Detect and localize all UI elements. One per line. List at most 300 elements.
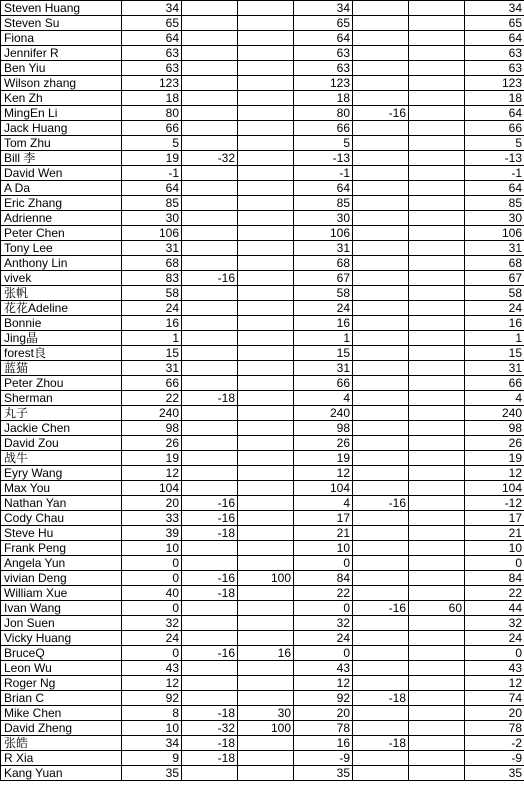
value-cell[interactable]: 0 (122, 556, 182, 571)
value-cell[interactable]: 24 (465, 301, 524, 316)
value-cell[interactable] (238, 166, 294, 181)
value-cell[interactable] (409, 661, 465, 676)
value-cell[interactable]: 63 (294, 46, 353, 61)
value-cell[interactable] (409, 751, 465, 766)
value-cell[interactable]: 18 (122, 91, 182, 106)
value-cell[interactable] (409, 1, 465, 16)
value-cell[interactable]: 67 (465, 271, 524, 286)
value-cell[interactable] (409, 451, 465, 466)
name-cell[interactable]: 战牛 (1, 451, 122, 466)
value-cell[interactable]: 240 (294, 406, 353, 421)
value-cell[interactable]: -16 (353, 496, 409, 511)
value-cell[interactable] (353, 751, 409, 766)
value-cell[interactable]: 15 (122, 346, 182, 361)
value-cell[interactable]: -18 (182, 526, 238, 541)
value-cell[interactable] (353, 91, 409, 106)
value-cell[interactable] (409, 196, 465, 211)
name-cell[interactable]: Eric Zhang (1, 196, 122, 211)
name-cell[interactable]: Steve Hu (1, 526, 122, 541)
name-cell[interactable]: Ivan Wang (1, 601, 122, 616)
value-cell[interactable] (409, 301, 465, 316)
value-cell[interactable] (182, 676, 238, 691)
value-cell[interactable] (238, 151, 294, 166)
value-cell[interactable] (353, 31, 409, 46)
value-cell[interactable] (238, 766, 294, 781)
value-cell[interactable]: 0 (122, 571, 182, 586)
value-cell[interactable]: 43 (465, 661, 524, 676)
value-cell[interactable]: -1 (465, 166, 524, 181)
value-cell[interactable] (238, 631, 294, 646)
name-cell[interactable]: Max You (1, 481, 122, 496)
value-cell[interactable] (409, 241, 465, 256)
value-cell[interactable]: 9 (122, 751, 182, 766)
value-cell[interactable] (409, 331, 465, 346)
value-cell[interactable]: 20 (122, 496, 182, 511)
name-cell[interactable]: Jennifer R (1, 46, 122, 61)
value-cell[interactable] (182, 451, 238, 466)
value-cell[interactable]: 12 (465, 676, 524, 691)
value-cell[interactable] (238, 46, 294, 61)
value-cell[interactable]: 31 (465, 361, 524, 376)
value-cell[interactable]: -18 (182, 751, 238, 766)
name-cell[interactable]: vivek (1, 271, 122, 286)
value-cell[interactable] (353, 361, 409, 376)
value-cell[interactable]: 64 (465, 181, 524, 196)
value-cell[interactable] (238, 121, 294, 136)
value-cell[interactable]: 10 (294, 541, 353, 556)
value-cell[interactable]: 21 (294, 526, 353, 541)
name-cell[interactable]: Sherman (1, 391, 122, 406)
value-cell[interactable]: 66 (465, 121, 524, 136)
value-cell[interactable]: 240 (465, 406, 524, 421)
value-cell[interactable]: 31 (465, 241, 524, 256)
value-cell[interactable]: 84 (465, 571, 524, 586)
value-cell[interactable] (353, 556, 409, 571)
value-cell[interactable]: 16 (465, 316, 524, 331)
value-cell[interactable] (182, 691, 238, 706)
value-cell[interactable] (238, 676, 294, 691)
value-cell[interactable] (353, 676, 409, 691)
value-cell[interactable] (182, 121, 238, 136)
value-cell[interactable]: -18 (353, 691, 409, 706)
value-cell[interactable]: 21 (465, 526, 524, 541)
value-cell[interactable]: 12 (122, 466, 182, 481)
value-cell[interactable]: 22 (465, 586, 524, 601)
value-cell[interactable]: 19 (122, 151, 182, 166)
value-cell[interactable] (353, 271, 409, 286)
value-cell[interactable] (238, 181, 294, 196)
value-cell[interactable]: 12 (122, 676, 182, 691)
value-cell[interactable]: 26 (294, 436, 353, 451)
value-cell[interactable] (409, 631, 465, 646)
value-cell[interactable] (353, 616, 409, 631)
value-cell[interactable]: 98 (122, 421, 182, 436)
value-cell[interactable]: 106 (122, 226, 182, 241)
value-cell[interactable] (238, 691, 294, 706)
value-cell[interactable] (409, 526, 465, 541)
value-cell[interactable]: 0 (122, 601, 182, 616)
value-cell[interactable]: 85 (294, 196, 353, 211)
value-cell[interactable] (238, 136, 294, 151)
name-cell[interactable]: Ken Zh (1, 91, 122, 106)
value-cell[interactable]: 34 (294, 1, 353, 16)
value-cell[interactable] (182, 331, 238, 346)
name-cell[interactable]: Peter Chen (1, 226, 122, 241)
name-cell[interactable]: William Xue (1, 586, 122, 601)
value-cell[interactable]: 20 (465, 706, 524, 721)
value-cell[interactable]: 0 (465, 646, 524, 661)
value-cell[interactable] (182, 556, 238, 571)
value-cell[interactable]: 104 (294, 481, 353, 496)
value-cell[interactable] (238, 16, 294, 31)
value-cell[interactable] (409, 181, 465, 196)
value-cell[interactable] (182, 301, 238, 316)
value-cell[interactable]: -16 (353, 601, 409, 616)
value-cell[interactable] (238, 76, 294, 91)
value-cell[interactable]: 104 (465, 481, 524, 496)
value-cell[interactable] (353, 541, 409, 556)
value-cell[interactable]: -32 (182, 721, 238, 736)
value-cell[interactable]: 35 (465, 766, 524, 781)
value-cell[interactable]: 1 (294, 331, 353, 346)
value-cell[interactable] (182, 616, 238, 631)
value-cell[interactable]: 39 (122, 526, 182, 541)
value-cell[interactable]: 0 (294, 601, 353, 616)
value-cell[interactable]: 64 (294, 31, 353, 46)
value-cell[interactable] (238, 586, 294, 601)
value-cell[interactable] (238, 91, 294, 106)
value-cell[interactable] (353, 406, 409, 421)
value-cell[interactable] (238, 541, 294, 556)
value-cell[interactable] (353, 511, 409, 526)
value-cell[interactable]: 74 (465, 691, 524, 706)
value-cell[interactable]: 31 (122, 241, 182, 256)
value-cell[interactable] (238, 601, 294, 616)
name-cell[interactable]: Angela Yun (1, 556, 122, 571)
value-cell[interactable]: 66 (465, 376, 524, 391)
value-cell[interactable]: -12 (465, 496, 524, 511)
value-cell[interactable] (409, 766, 465, 781)
value-cell[interactable] (182, 136, 238, 151)
value-cell[interactable]: 30 (238, 706, 294, 721)
value-cell[interactable] (238, 421, 294, 436)
name-cell[interactable]: BruceQ (1, 646, 122, 661)
name-cell[interactable]: Ben Yiu (1, 61, 122, 76)
value-cell[interactable]: 35 (122, 766, 182, 781)
value-cell[interactable] (409, 46, 465, 61)
value-cell[interactable]: 15 (465, 346, 524, 361)
name-cell[interactable]: Cody Chau (1, 511, 122, 526)
value-cell[interactable]: 43 (122, 661, 182, 676)
value-cell[interactable]: 68 (122, 256, 182, 271)
name-cell[interactable]: Tom Zhu (1, 136, 122, 151)
value-cell[interactable]: 16 (238, 646, 294, 661)
value-cell[interactable] (238, 316, 294, 331)
value-cell[interactable]: 104 (122, 481, 182, 496)
value-cell[interactable]: 123 (465, 76, 524, 91)
name-cell[interactable]: Adrienne (1, 211, 122, 226)
value-cell[interactable] (353, 436, 409, 451)
value-cell[interactable] (238, 376, 294, 391)
value-cell[interactable]: 12 (465, 466, 524, 481)
value-cell[interactable]: 85 (465, 196, 524, 211)
value-cell[interactable]: 20 (294, 706, 353, 721)
value-cell[interactable] (182, 466, 238, 481)
value-cell[interactable] (238, 616, 294, 631)
name-cell[interactable]: Kang Yuan (1, 766, 122, 781)
value-cell[interactable] (238, 1, 294, 16)
value-cell[interactable]: -16 (182, 496, 238, 511)
value-cell[interactable] (238, 511, 294, 526)
value-cell[interactable]: 44 (465, 601, 524, 616)
value-cell[interactable]: 10 (465, 541, 524, 556)
value-cell[interactable] (409, 466, 465, 481)
value-cell[interactable] (353, 121, 409, 136)
value-cell[interactable] (182, 541, 238, 556)
value-cell[interactable] (238, 661, 294, 676)
value-cell[interactable] (409, 376, 465, 391)
name-cell[interactable]: Anthony Lin (1, 256, 122, 271)
value-cell[interactable]: -18 (353, 736, 409, 751)
value-cell[interactable]: 66 (122, 121, 182, 136)
value-cell[interactable]: 66 (122, 376, 182, 391)
value-cell[interactable] (182, 376, 238, 391)
value-cell[interactable] (353, 571, 409, 586)
value-cell[interactable]: 31 (294, 361, 353, 376)
value-cell[interactable] (353, 376, 409, 391)
value-cell[interactable] (409, 706, 465, 721)
value-cell[interactable]: 64 (465, 31, 524, 46)
value-cell[interactable] (409, 106, 465, 121)
value-cell[interactable] (409, 691, 465, 706)
value-cell[interactable]: 22 (294, 586, 353, 601)
value-cell[interactable]: 16 (294, 316, 353, 331)
value-cell[interactable] (409, 226, 465, 241)
name-cell[interactable]: Jack Huang (1, 121, 122, 136)
value-cell[interactable]: 5 (294, 136, 353, 151)
value-cell[interactable] (409, 136, 465, 151)
value-cell[interactable]: 98 (465, 421, 524, 436)
value-cell[interactable]: 63 (465, 46, 524, 61)
value-cell[interactable] (409, 61, 465, 76)
value-cell[interactable]: 0 (122, 646, 182, 661)
value-cell[interactable] (353, 286, 409, 301)
value-cell[interactable]: 40 (122, 586, 182, 601)
name-cell[interactable]: Leon Wu (1, 661, 122, 676)
value-cell[interactable]: 19 (122, 451, 182, 466)
value-cell[interactable]: 26 (122, 436, 182, 451)
value-cell[interactable] (182, 766, 238, 781)
value-cell[interactable] (353, 181, 409, 196)
value-cell[interactable] (182, 91, 238, 106)
value-cell[interactable]: 26 (465, 436, 524, 451)
value-cell[interactable]: 32 (294, 616, 353, 631)
value-cell[interactable] (353, 481, 409, 496)
value-cell[interactable] (409, 646, 465, 661)
value-cell[interactable] (182, 196, 238, 211)
value-cell[interactable]: 240 (122, 406, 182, 421)
value-cell[interactable] (182, 481, 238, 496)
value-cell[interactable] (353, 346, 409, 361)
name-cell[interactable]: Steven Su (1, 16, 122, 31)
value-cell[interactable] (238, 391, 294, 406)
value-cell[interactable] (353, 151, 409, 166)
name-cell[interactable]: Wilson zhang (1, 76, 122, 91)
value-cell[interactable]: -13 (465, 151, 524, 166)
value-cell[interactable]: 12 (294, 466, 353, 481)
value-cell[interactable] (409, 586, 465, 601)
value-cell[interactable]: 100 (238, 571, 294, 586)
name-cell[interactable]: David Wen (1, 166, 122, 181)
value-cell[interactable] (182, 256, 238, 271)
value-cell[interactable]: -16 (182, 511, 238, 526)
value-cell[interactable] (409, 316, 465, 331)
value-cell[interactable] (409, 556, 465, 571)
value-cell[interactable]: 78 (294, 721, 353, 736)
value-cell[interactable] (182, 106, 238, 121)
value-cell[interactable] (182, 661, 238, 676)
value-cell[interactable]: 58 (465, 286, 524, 301)
value-cell[interactable] (238, 481, 294, 496)
value-cell[interactable] (182, 61, 238, 76)
value-cell[interactable]: 0 (294, 556, 353, 571)
value-cell[interactable] (182, 361, 238, 376)
value-cell[interactable]: 16 (122, 316, 182, 331)
name-cell[interactable]: 张皓 (1, 736, 122, 751)
value-cell[interactable]: 84 (294, 571, 353, 586)
value-cell[interactable]: 63 (465, 61, 524, 76)
value-cell[interactable]: 4 (465, 391, 524, 406)
value-cell[interactable] (182, 601, 238, 616)
value-cell[interactable]: 85 (122, 196, 182, 211)
value-cell[interactable] (182, 16, 238, 31)
value-cell[interactable] (238, 736, 294, 751)
value-cell[interactable] (409, 211, 465, 226)
value-cell[interactable] (353, 586, 409, 601)
value-cell[interactable]: 31 (294, 241, 353, 256)
value-cell[interactable] (353, 61, 409, 76)
value-cell[interactable] (182, 286, 238, 301)
value-cell[interactable] (409, 736, 465, 751)
value-cell[interactable] (238, 526, 294, 541)
value-cell[interactable]: 1 (465, 331, 524, 346)
value-cell[interactable] (409, 421, 465, 436)
value-cell[interactable]: -16 (182, 271, 238, 286)
value-cell[interactable]: -16 (182, 646, 238, 661)
value-cell[interactable]: 30 (294, 211, 353, 226)
value-cell[interactable]: -9 (294, 751, 353, 766)
value-cell[interactable] (238, 226, 294, 241)
value-cell[interactable] (353, 166, 409, 181)
value-cell[interactable] (353, 526, 409, 541)
value-cell[interactable] (238, 271, 294, 286)
value-cell[interactable]: 10 (122, 721, 182, 736)
value-cell[interactable]: 66 (294, 376, 353, 391)
value-cell[interactable]: 17 (465, 511, 524, 526)
value-cell[interactable] (238, 31, 294, 46)
value-cell[interactable] (238, 346, 294, 361)
value-cell[interactable]: 60 (409, 601, 465, 616)
value-cell[interactable]: 10 (122, 541, 182, 556)
value-cell[interactable] (409, 16, 465, 31)
name-cell[interactable]: Steven Huang (1, 1, 122, 16)
value-cell[interactable]: 43 (294, 661, 353, 676)
value-cell[interactable] (182, 241, 238, 256)
value-cell[interactable]: 18 (294, 91, 353, 106)
value-cell[interactable]: 22 (122, 391, 182, 406)
name-cell[interactable]: Tony Lee (1, 241, 122, 256)
value-cell[interactable] (238, 361, 294, 376)
name-cell[interactable]: Mike Chen (1, 706, 122, 721)
value-cell[interactable] (182, 421, 238, 436)
value-cell[interactable]: 64 (122, 181, 182, 196)
value-cell[interactable] (353, 196, 409, 211)
value-cell[interactable]: 34 (122, 1, 182, 16)
value-cell[interactable]: 0 (294, 646, 353, 661)
value-cell[interactable]: -16 (353, 106, 409, 121)
value-cell[interactable] (353, 391, 409, 406)
name-cell[interactable]: Bonnie (1, 316, 122, 331)
value-cell[interactable] (409, 166, 465, 181)
value-cell[interactable] (353, 226, 409, 241)
value-cell[interactable] (409, 511, 465, 526)
value-cell[interactable]: 106 (294, 226, 353, 241)
value-cell[interactable]: 65 (122, 16, 182, 31)
name-cell[interactable]: 丸子 (1, 406, 122, 421)
value-cell[interactable]: 4 (294, 391, 353, 406)
value-cell[interactable]: 100 (238, 721, 294, 736)
value-cell[interactable]: -1 (294, 166, 353, 181)
value-cell[interactable] (238, 196, 294, 211)
value-cell[interactable]: -18 (182, 736, 238, 751)
value-cell[interactable]: 64 (294, 181, 353, 196)
value-cell[interactable]: 80 (294, 106, 353, 121)
value-cell[interactable]: 8 (122, 706, 182, 721)
value-cell[interactable] (182, 226, 238, 241)
name-cell[interactable]: David Zheng (1, 721, 122, 736)
value-cell[interactable]: 35 (294, 766, 353, 781)
value-cell[interactable]: 4 (294, 496, 353, 511)
value-cell[interactable] (238, 406, 294, 421)
name-cell[interactable]: Roger Ng (1, 676, 122, 691)
value-cell[interactable]: 123 (122, 76, 182, 91)
name-cell[interactable]: 花花Adeline (1, 301, 122, 316)
value-cell[interactable] (182, 1, 238, 16)
value-cell[interactable] (353, 421, 409, 436)
value-cell[interactable] (182, 181, 238, 196)
name-cell[interactable]: Jackie Chen (1, 421, 122, 436)
value-cell[interactable] (409, 91, 465, 106)
value-cell[interactable]: 123 (294, 76, 353, 91)
value-cell[interactable] (238, 241, 294, 256)
value-cell[interactable]: 19 (294, 451, 353, 466)
value-cell[interactable]: 58 (294, 286, 353, 301)
value-cell[interactable]: 18 (465, 91, 524, 106)
value-cell[interactable] (238, 556, 294, 571)
value-cell[interactable]: -18 (182, 706, 238, 721)
value-cell[interactable]: 92 (122, 691, 182, 706)
value-cell[interactable] (409, 406, 465, 421)
name-cell[interactable]: MingEn Li (1, 106, 122, 121)
value-cell[interactable]: 33 (122, 511, 182, 526)
name-cell[interactable]: 蓝猫 (1, 361, 122, 376)
value-cell[interactable]: 66 (294, 121, 353, 136)
value-cell[interactable] (409, 271, 465, 286)
value-cell[interactable]: -32 (182, 151, 238, 166)
value-cell[interactable]: 64 (465, 106, 524, 121)
value-cell[interactable]: 5 (122, 136, 182, 151)
value-cell[interactable] (238, 751, 294, 766)
